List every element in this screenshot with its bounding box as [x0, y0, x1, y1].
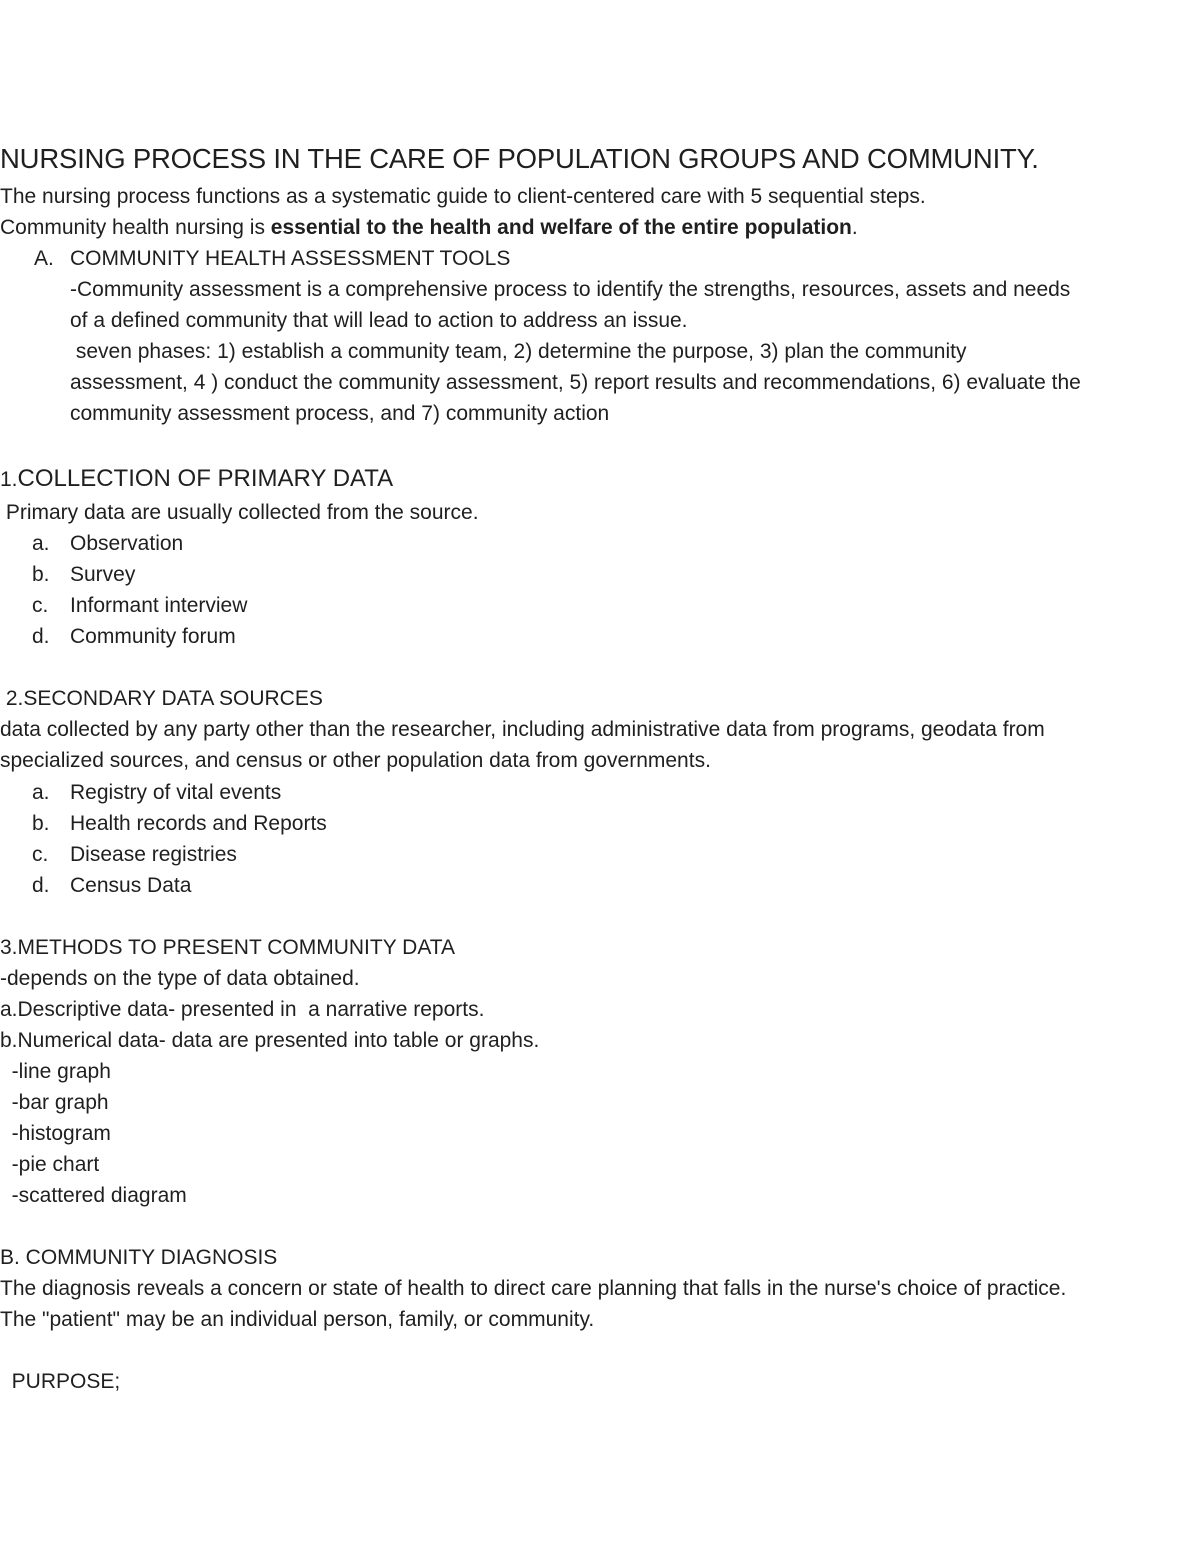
diagnosis-line-1: The diagnosis reveals a concern or state of health to direct care planning that falls in the nurse's choice of practice.: [0, 1277, 1067, 1300]
secondary-data-heading: 2.SECONDARY DATA SOURCES: [0, 687, 323, 710]
section-a-line-1: -Community assessment is a comprehensive process to identify the strengths, resources, assets and needs: [70, 278, 1071, 301]
primary-item-text: Observation: [70, 532, 184, 555]
secondary-item-marker: c.: [32, 843, 49, 866]
methods-line-1: -depends on the type of data obtained.: [0, 967, 360, 990]
graph-type-item: -scattered diagram: [0, 1184, 187, 1207]
graph-type-item: -bar graph: [0, 1091, 109, 1114]
methods-heading: 3.METHODS TO PRESENT COMMUNITY DATA: [0, 936, 456, 959]
page-title: NURSING PROCESS IN THE CARE OF POPULATION GROUPS AND COMMUNITY.: [0, 143, 1039, 174]
graph-type-item: -pie chart: [0, 1153, 100, 1176]
diagnosis-heading: B. COMMUNITY DIAGNOSIS: [0, 1246, 278, 1269]
graph-type-item: -line graph: [0, 1060, 111, 1083]
secondary-data-line-2: specialized sources, and census or other population data from governments.: [0, 749, 711, 772]
intro-line-2-suffix: .: [851, 216, 858, 239]
primary-data-heading: [0, 464, 393, 494]
primary-item-marker: c.: [32, 594, 49, 617]
section-a-line-2: of a defined community that will lead to action to address an issue.: [70, 309, 688, 332]
intro-line-2-emphasis: essential to the health and welfare of the entire population: [270, 216, 852, 239]
diagnosis-line-2: The "patient" may be an individual person, family, or community.: [0, 1308, 595, 1331]
secondary-data-line-1: data collected by any party other than the researcher, including administrative data from programs, geodata from: [0, 718, 1045, 741]
intro-line-2-prefix: Community health nursing is: [0, 216, 271, 239]
primary-data-number: 1.: [0, 468, 18, 491]
primary-item-text: Informant interview: [70, 594, 248, 617]
primary-item-text: Community forum: [70, 625, 236, 648]
primary-item-text: Survey: [70, 563, 136, 586]
secondary-item-marker: b.: [32, 812, 50, 835]
methods-line-3: b.Numerical data- data are presented into table or graphs.: [0, 1029, 540, 1052]
primary-data-title: COLLECTION OF PRIMARY DATA: [17, 465, 394, 492]
section-a-line-4: assessment, 4 ) conduct the community assessment, 5) report results and recommendations, 6) evaluate the: [70, 371, 1081, 394]
secondary-item-marker: d.: [32, 874, 50, 897]
section-a-heading: COMMUNITY HEALTH ASSESSMENT TOOLS: [70, 247, 511, 270]
primary-item-marker: d.: [32, 625, 50, 648]
intro-line-2: [0, 215, 858, 241]
primary-data-description: Primary data are usually collected from the source.: [0, 501, 479, 524]
methods-line-2: a.Descriptive data- presented in a narrative reports.: [0, 998, 485, 1021]
primary-item-marker: b.: [32, 563, 50, 586]
purpose-heading: PURPOSE;: [0, 1370, 121, 1393]
primary-item-marker: a.: [32, 532, 50, 555]
intro-line-1: The nursing process functions as a systematic guide to client-centered care with 5 sequential steps.: [0, 185, 926, 208]
section-a-line-5: community assessment process, and 7) community action: [70, 402, 610, 425]
section-a-line-3: seven phases: 1) establish a community team, 2) determine the purpose, 3) plan the community: [70, 340, 967, 363]
graph-type-item: -histogram: [0, 1122, 111, 1145]
secondary-item-marker: a.: [32, 781, 50, 804]
secondary-item-text: Census Data: [70, 874, 192, 897]
secondary-item-text: Disease registries: [70, 843, 237, 866]
secondary-item-text: Health records and Reports: [70, 812, 327, 835]
secondary-item-text: Registry of vital events: [70, 781, 282, 804]
section-a-marker: A.: [34, 247, 54, 270]
